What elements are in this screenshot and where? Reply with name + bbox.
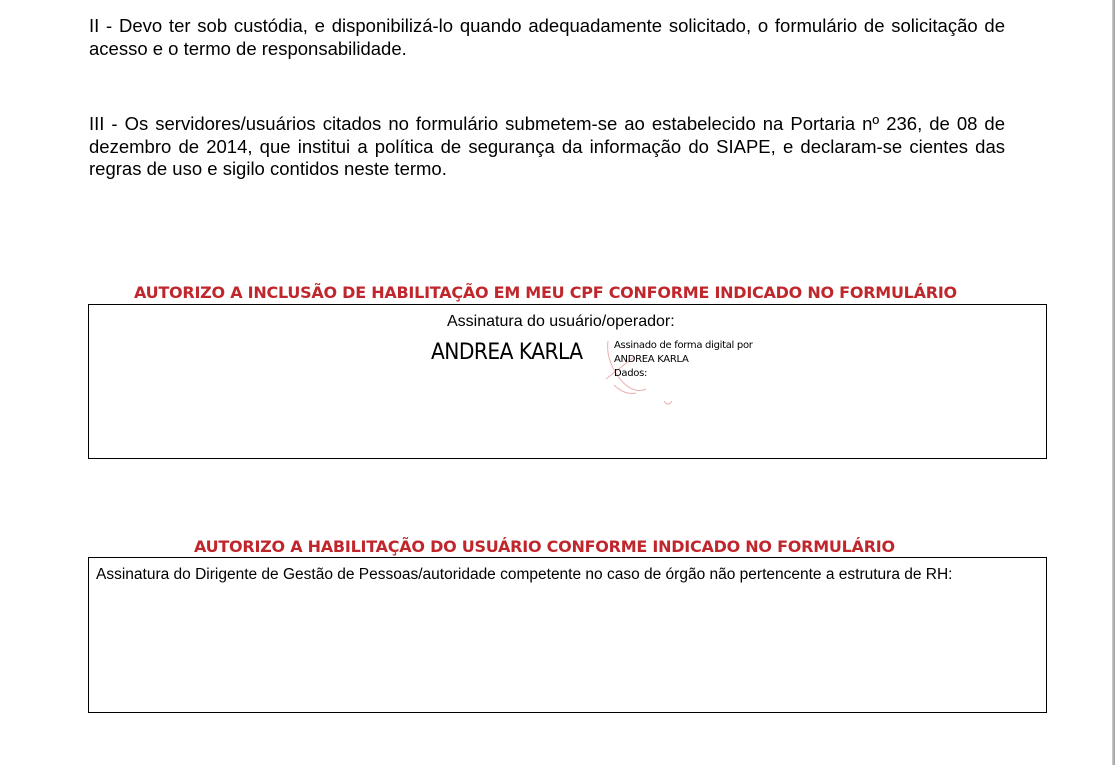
signer-name: ANDREA KARLA [431,340,583,365]
digital-signature-signer: ANDREA KARLA [614,354,689,365]
manager-signature-label: Assinatura do Dirigente de Gestão de Pessoas/autoridade competente no caso de órgão não pertencente a estrutura de RH: [96,566,953,583]
digital-signature-details [614,339,753,381]
digital-signature-data-label: Dados: [614,368,648,379]
user-signature-box[interactable] [88,304,1047,459]
manager-signature-box[interactable] [88,557,1047,713]
clause-iii-paragraph: III - Os servidores/usuários citados no formulário submetem-se ao estabelecido na Portaria nº 236, de 08 de dezembro de 2014, que institui a política de segurança da informação do SIAPE, e declaram-se cientes das regras de uso e sigilo contidos neste termo. [89,113,1005,179]
digital-signature-line: Assinado de forma digital por [614,340,753,351]
user-authorization-heading: AUTORIZO A INCLUSÃO DE HABILITAÇÃO EM MEU CPF CONFORME INDICADO NO FORMULÁRIO [134,283,957,302]
user-signature-label: Assinatura do usuário/operador: [447,313,675,330]
manager-authorization-heading: AUTORIZO A HABILITAÇÃO DO USUÁRIO CONFORME INDICADO NO FORMULÁRIO [194,537,895,556]
clause-ii-paragraph: II - Devo ter sob custódia, e disponibilizá-lo quando adequadamente solicitado, o formulário de solicitação de acesso e o termo de responsabilidade. [89,15,1005,59]
